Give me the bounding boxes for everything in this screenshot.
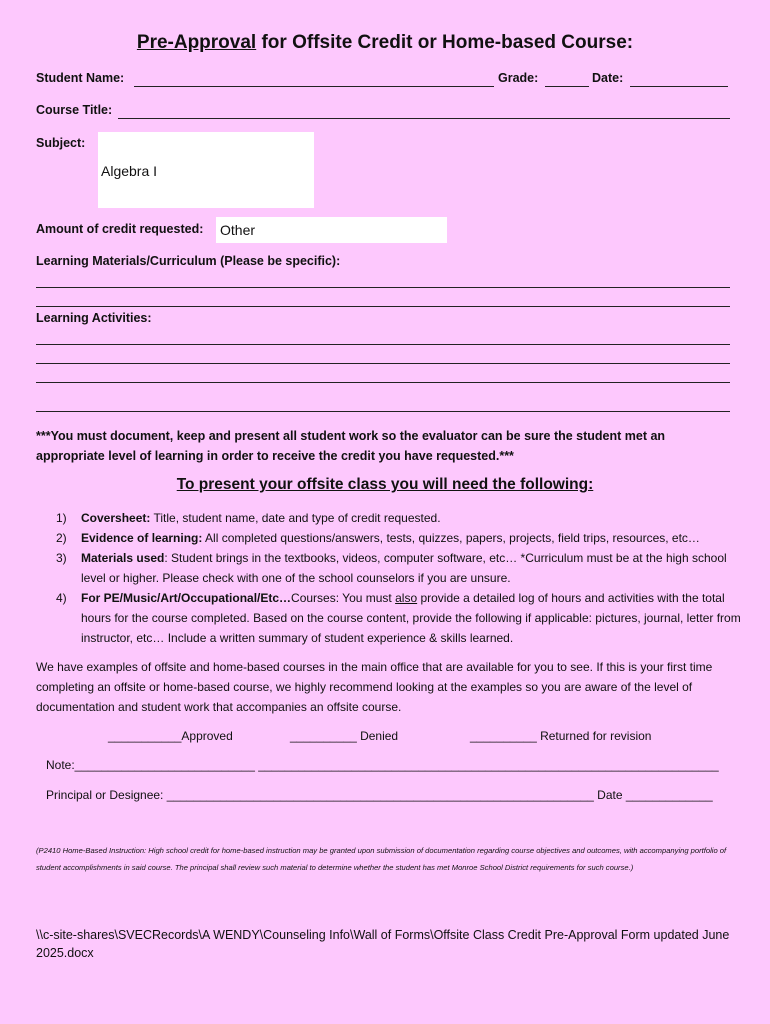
activities-line-3[interactable]	[36, 382, 730, 383]
materials-label: Learning Materials/Curriculum (Please be specific):	[36, 254, 341, 268]
activities-line-1[interactable]	[36, 344, 730, 345]
title-rest: for Offsite Credit or Home-based Course:	[256, 32, 634, 53]
grade-line[interactable]	[545, 86, 589, 87]
list-item: 3) Materials used: Student brings in the textbooks, videos, computer software, etc… *Curriculum must be at the high school level or higher. Please check with one of the school counselors if you are unsure.	[56, 551, 727, 585]
subject-label: Subject:	[36, 136, 86, 150]
credit-field[interactable]	[216, 217, 447, 243]
list-item: 1) Coversheet: Title, student name, date and type of credit requested.	[56, 511, 441, 525]
examples-paragraph: We have examples of offsite and home-based courses in the main office that are available for you to see. If this is your first time completing an offsite or home-based course, we highly recommend looking at the examples so you are aware of the level of documentation and student work that accompanies an offsite course.	[36, 660, 713, 714]
course-title-line[interactable]	[118, 118, 730, 119]
credit-value: Other	[220, 222, 256, 238]
file-path: \\c-site-shares\SVECRecords\A WENDY\Counseling Info\Wall of Forms\Offsite Class Credit Pre-Approval Form updated June 2025.docx	[36, 928, 730, 960]
credit-label: Amount of credit requested:	[36, 222, 204, 236]
student-name-label: Student Name:	[36, 71, 125, 85]
documentation-warning: ***You must document, keep and present all student work so the evaluator can be sure the student met an appropriate level of learning in order to receive the credit you have requested.***	[36, 429, 666, 463]
subject-field[interactable]	[98, 132, 314, 208]
grade-label: Grade:	[498, 71, 539, 85]
subject-value: Algebra I	[101, 163, 158, 179]
course-title-label: Course Title:	[36, 103, 113, 117]
activities-label: Learning Activities:	[36, 311, 152, 325]
materials-line-2[interactable]	[36, 306, 730, 307]
note-field[interactable]: Note:___________________________ _____________________________________________________________________	[46, 758, 719, 772]
returned-option[interactable]: __________ Returned for revision	[470, 729, 652, 743]
page-title	[0, 32, 770, 54]
activities-line-4[interactable]	[36, 411, 730, 412]
policy-note: (P2410 Home-Based Instruction: High school credit for home-based instruction may be granted upon submission of documentation regarding course objectives and outcomes, with accompanying portfolio of student accomplishments in said course. The principal shall review such material to determine whether the student has met Monroe School District requirements for such course.)	[36, 846, 727, 872]
approved-option[interactable]: ___________Approved	[108, 729, 233, 743]
title-underlined: Pre-Approval	[136, 32, 257, 53]
requirements-heading: To present your offsite class you will need the following:	[176, 476, 594, 493]
requirements-list	[56, 508, 746, 648]
student-name-line[interactable]	[134, 86, 494, 87]
list-item: 4) For PE/Music/Art/Occupational/Etc…Courses: You must also provide a detailed log of hours and activities with the total hours for the course completed. Based on the course content, provide the following if applicable: pictures, journal, letter from instructor, etc… Include a written summary of student experience & skills learned.	[56, 591, 741, 645]
denied-option[interactable]: __________ Denied	[290, 729, 399, 743]
date-line[interactable]	[630, 86, 728, 87]
activities-line-2[interactable]	[36, 363, 730, 364]
materials-line-1[interactable]	[36, 287, 730, 288]
principal-signature-field[interactable]: Principal or Designee: ________________________________________________________________ Date _____________	[46, 788, 713, 802]
list-item: 2) Evidence of learning: All completed questions/answers, tests, quizzes, papers, projects, field trips, resources, etc…	[56, 531, 700, 545]
date-label: Date:	[592, 71, 624, 85]
